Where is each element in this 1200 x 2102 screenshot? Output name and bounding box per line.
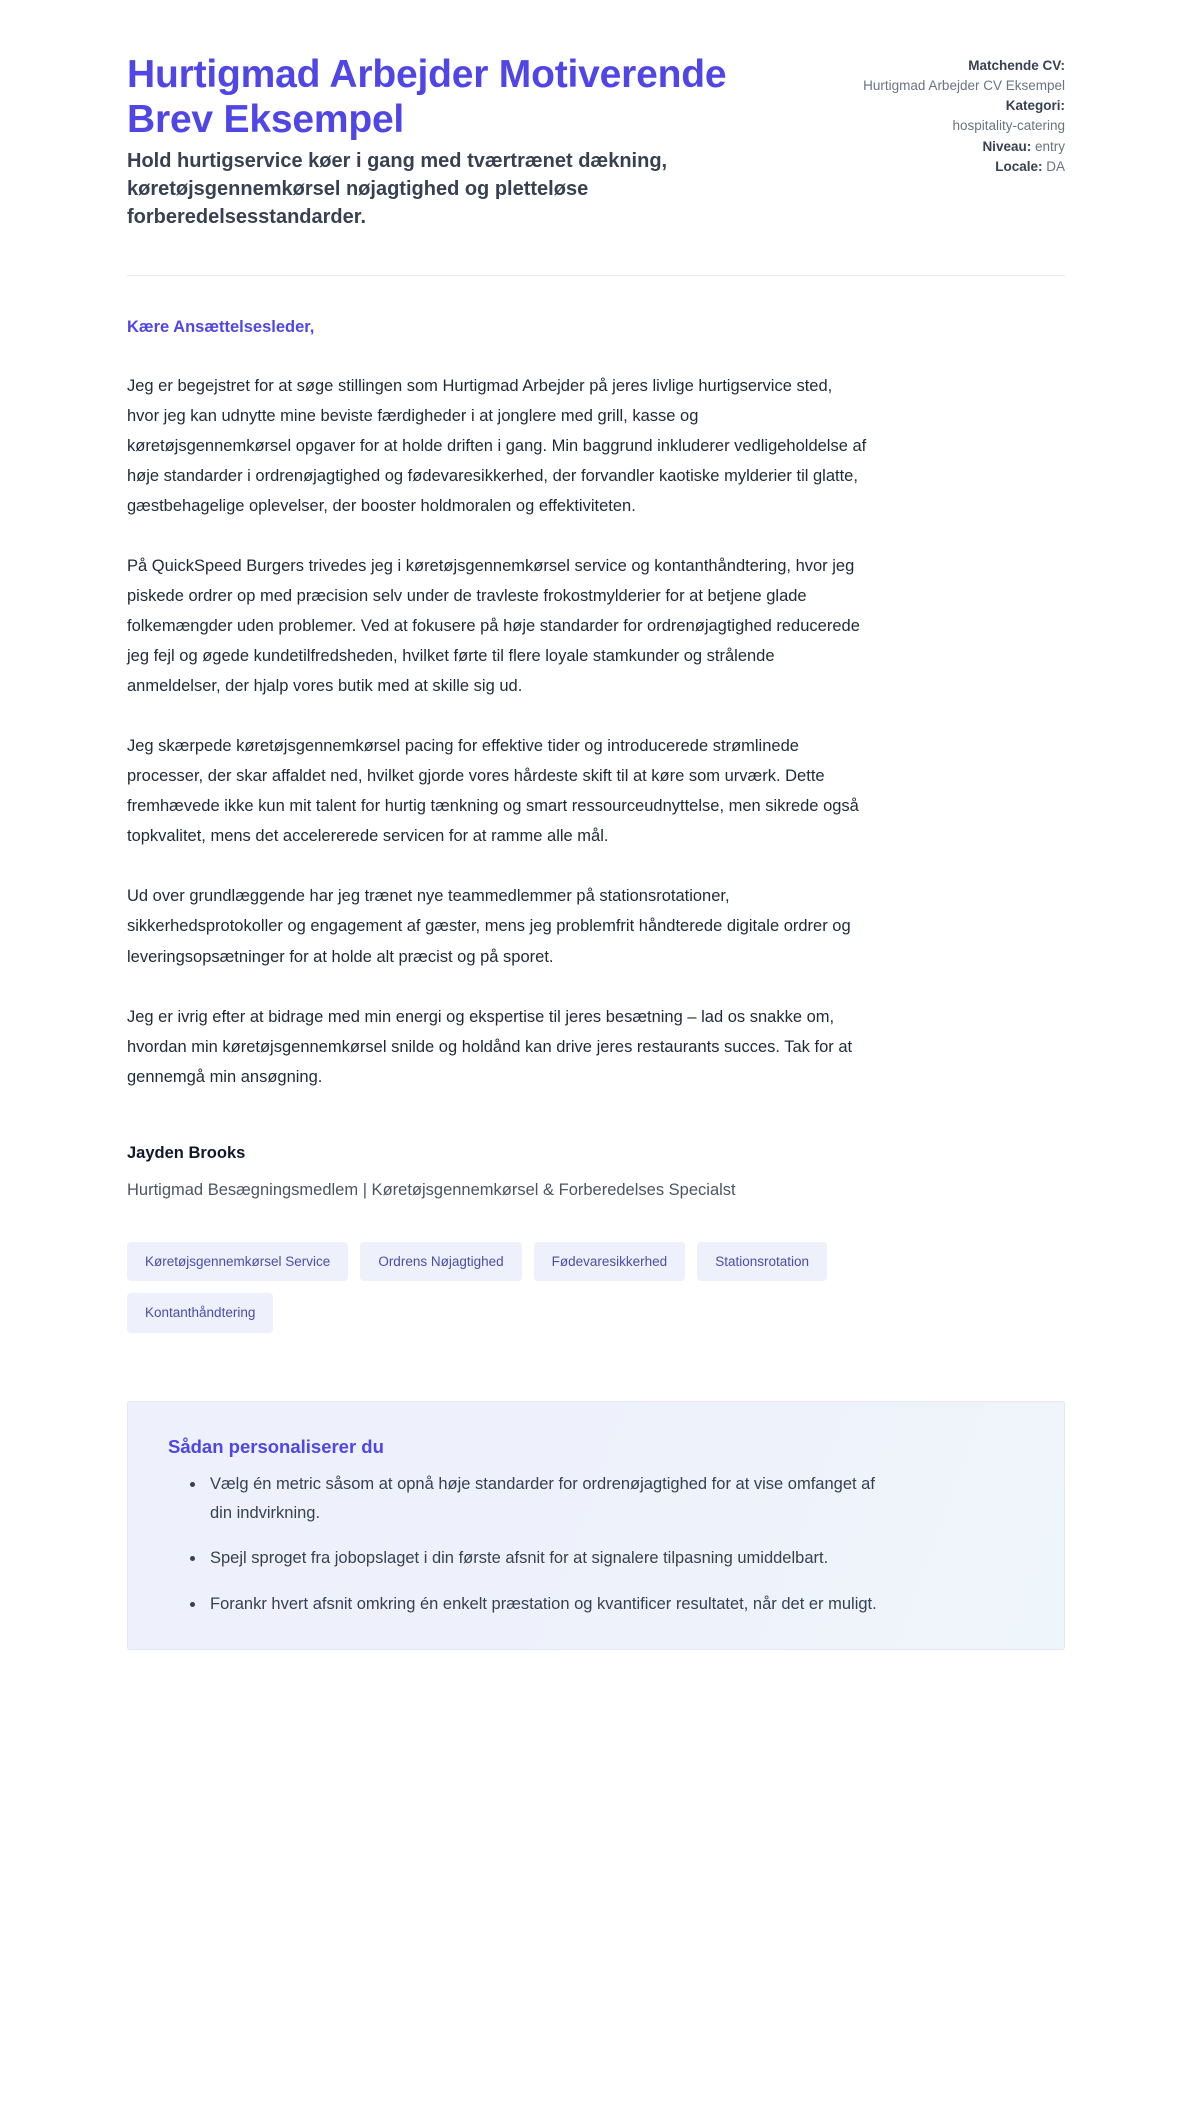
skill-tag[interactable]: Fødevaresikkerhed (534, 1242, 686, 1282)
meta-level-value: entry (1034, 138, 1065, 154)
letter-paragraph: Jeg er ivrig efter at bidrage med min energi og ekspertise til jeres besætning – lad os snakke om, hvordan min køretøjsgennemkørsel snilde og holdånd kan drive jeres restaurants succes. Tak for at gennemgå min ansøgning. (127, 1007, 853, 1086)
tips-list-item: Spejl sproget fra jobopslaget i din første afsnit for at signalere tilpasning umiddelbart. (190, 1544, 890, 1573)
letter-body (127, 276, 1065, 1091)
page-title: Hurtigmad Arbejder Motiverende Brev Eksempel (127, 53, 727, 142)
skill-tag[interactable]: Kontanthåndtering (127, 1293, 273, 1333)
tips-list-item: Vælg én metric såsom at opnå høje standarder for ordrenøjagtighed for at vise omfanget af din indvirkning. (190, 1470, 890, 1529)
letter-salutation: Kære Ansættelsesleder, (127, 318, 315, 337)
page-subtitle: Hold hurtigservice køer i gang med tværtrænet dækning, køretøjsgennemkørsel nøjagtighed og pletteløse forberedelsesstandarder. (127, 150, 668, 228)
tips-list (168, 1470, 1024, 1619)
meta-matching-resume-value-row (835, 76, 1065, 95)
meta-category-value-row (835, 116, 1065, 135)
meta-matching-resume (835, 56, 1065, 75)
skill-tag[interactable]: Ordrens Nøjagtighed (360, 1242, 521, 1282)
letter-paragraph: Jeg skærpede køretøjsgennemkørsel pacing for effektive tider og introducerede strømlinede processer, der skar affaldet ned, hvilket gjorde vores hårdeste skift til at køre som urværk. Dette fremhævede ikke kun mit talent for hurtig tænkning og smart ressourceudnyttelse, men sikrede også topkvalitet, mens det accelererede servicen for at ramme alle mål. (127, 737, 859, 846)
meta-locale-value: DA (1046, 158, 1065, 174)
meta-locale (835, 157, 1065, 176)
meta-matching-resume-value: Hurtigmad Arbejder CV Eksempel (863, 78, 1065, 94)
skill-tag[interactable]: Stationsrotation (697, 1242, 827, 1282)
tips-title: Sådan personaliserer du (168, 1435, 384, 1457)
letter-paragraph: Jeg er begejstret for at søge stillingen som Hurtigmad Arbejder på jeres livlige hurtigservice sted, hvor jeg kan udnytte mine beviste færdigheder i at jonglere med grill, kasse og køretøjsgennemkørsel opgaver for at holde driften i gang. Min baggrund inkluderer vedligeholdelse af høje standarder i ordrenøjagtighed og fødevaresikkerhed, der forvandler kaotiske mylderier til glatte, gæstbehagelige oplevelser, der booster holdmoralen og effektiviteten. (127, 377, 867, 516)
letter-paragraph: På QuickSpeed Burgers trivedes jeg i køretøjsgennemkørsel service og kontanthåndtering, hvor jeg piskede ordrer op med præcision selv under de travleste frokostmylderier for at betjene glade folkemængder uden problemer. Ved at fokusere på høje standarder for ordrenøjagtighed reducerede jeg fejl og øgede kundetilfredsheden, hvilket førte til flere loyale stamkunder og strålende anmeldelser, der hjalp vores butik med at skille sig ud. (127, 557, 860, 696)
signature-name: Jayden Brooks (127, 1143, 246, 1162)
letter-paragraph: Ud over grundlæggende har jeg trænet nye teammedlemmer på stationsrotationer, sikkerhedsprotokoller og engagement af gæster, mens jeg problemfrit håndterede digitale ordrer og leveringsopsætninger for at holde alt præcist og på sporet. (127, 887, 851, 966)
skill-tag-list (127, 1242, 887, 1333)
skill-tag[interactable]: Køretøjsgennemkørsel Service (127, 1242, 348, 1282)
meta-category-value: hospitality-catering (952, 118, 1065, 134)
meta-locale-label: Locale: (995, 158, 1043, 174)
document-header (127, 44, 1065, 231)
document-metadata (835, 52, 1065, 177)
signature-block (127, 1144, 1065, 1200)
signature-role: Hurtigmad Besægningsmedlem | Køretøjsgennemkørsel & Forberedelses Specialst (127, 1180, 736, 1199)
meta-level-label: Niveau: (982, 138, 1032, 154)
meta-matching-resume-label: Matchende CV: (968, 58, 1065, 73)
header-title-group (127, 52, 767, 231)
meta-level (835, 137, 1065, 156)
personalization-tips-callout (127, 1401, 1065, 1650)
tips-list-item: Forankr hvert afsnit omkring én enkelt præstation og kvantificer resultatet, når det er muligt. (190, 1590, 890, 1619)
meta-category-label: Kategori: (1005, 98, 1065, 114)
meta-category (835, 96, 1065, 115)
